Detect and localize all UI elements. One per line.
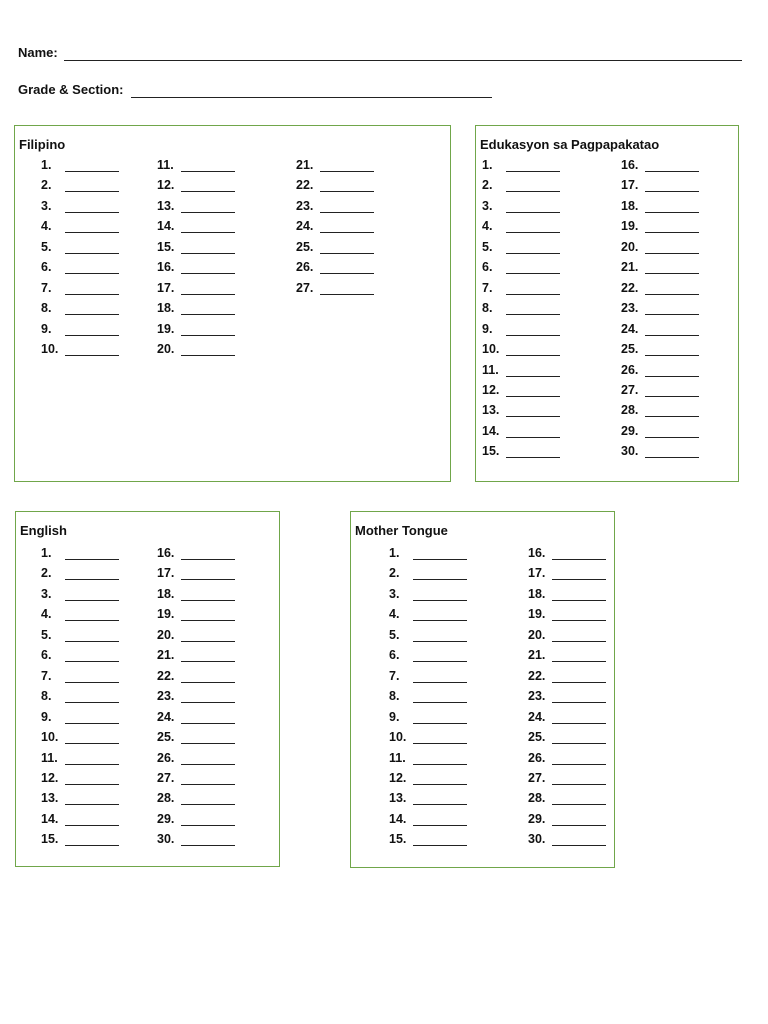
answer-blank[interactable] [181,253,235,254]
answer-blank[interactable] [65,702,119,703]
answer-blank[interactable] [552,559,606,560]
item-number: 19. [621,219,639,234]
answer-blank[interactable] [65,232,119,233]
answer-blank[interactable] [181,641,235,642]
answer-blank[interactable] [181,559,235,560]
item-number: 19. [157,607,175,622]
answer-blank[interactable] [413,641,467,642]
answer-blank[interactable] [413,723,467,724]
item-number: 10. [41,730,59,745]
answer-blank[interactable] [413,825,467,826]
item-number: 15. [157,239,175,254]
answer-blank[interactable] [506,191,560,192]
answer-blank[interactable] [181,579,235,580]
filipino-box [14,125,451,482]
answer-blank[interactable] [552,579,606,580]
item-number: 7. [389,668,400,683]
answer-blank[interactable] [181,620,235,621]
answer-blank[interactable] [645,457,699,458]
item-number: 4. [41,607,52,622]
item-number: 5. [389,627,400,642]
answer-blank[interactable] [506,232,560,233]
mother-tongue-box [350,511,615,868]
item-number: 20. [528,627,546,642]
item-number: 23. [528,689,546,704]
item-number: 25. [528,730,546,745]
item-number: 22. [296,178,314,193]
item-number: 1. [41,158,52,172]
item-number: 8. [482,301,493,316]
item-number: 12. [482,382,500,397]
answer-blank[interactable] [181,273,235,274]
item-number: 10. [41,342,59,357]
item-number: 4. [482,219,493,234]
item-number: 29. [621,423,639,438]
item-number: 1. [389,546,400,560]
item-number: 9. [41,321,52,336]
answer-blank[interactable] [65,825,119,826]
item-number: 6. [41,648,52,663]
item-number: 17. [528,566,546,581]
item-number: 21. [157,648,175,663]
item-number: 11. [482,362,499,377]
mother-tongue-title: Mother Tongue [355,523,448,538]
answer-blank[interactable] [320,212,374,213]
item-number: 1. [482,158,493,172]
item-number: 8. [389,689,400,704]
item-number: 26. [528,750,546,765]
item-number: 27. [528,770,546,785]
item-number: 5. [482,239,493,254]
item-number: 5. [41,627,52,642]
item-number: 25. [296,239,314,254]
answer-blank[interactable] [65,641,119,642]
item-number: 12. [41,770,59,785]
answer-blank[interactable] [552,600,606,601]
grade-section-field[interactable] [131,97,492,98]
answer-blank[interactable] [181,743,235,744]
item-number: 6. [482,260,493,275]
item-number: 8. [41,301,52,316]
item-number: 23. [157,689,175,704]
answer-blank[interactable] [552,845,606,846]
answer-blank[interactable] [65,784,119,785]
item-number: 24. [621,321,639,336]
answer-blank[interactable] [413,845,467,846]
item-number: 23. [621,301,639,316]
answer-blank[interactable] [506,437,560,438]
item-number: 7. [482,280,493,295]
answer-blank[interactable] [552,784,606,785]
item-number: 17. [621,178,639,193]
answer-blank[interactable] [552,743,606,744]
item-number: 21. [621,260,639,275]
answer-blank[interactable] [506,457,560,458]
item-number: 3. [482,198,493,213]
item-number: 13. [389,791,407,806]
item-number: 29. [157,811,175,826]
answer-blank[interactable] [320,191,374,192]
answer-blank[interactable] [645,232,699,233]
answer-blank[interactable] [506,314,560,315]
item-number: 28. [621,403,639,418]
answer-blank[interactable] [181,355,235,356]
item-number: 18. [157,301,175,316]
answer-blank[interactable] [181,212,235,213]
answer-blank[interactable] [181,845,235,846]
answer-blank[interactable] [506,273,560,274]
item-number: 2. [41,178,52,193]
item-number: 20. [621,239,639,254]
answer-blank[interactable] [645,253,699,254]
answer-blank[interactable] [181,314,235,315]
answer-blank[interactable] [506,335,560,336]
item-number: 9. [41,709,52,724]
answer-blank[interactable] [181,764,235,765]
answer-blank[interactable] [181,804,235,805]
answer-blank[interactable] [413,559,467,560]
item-number: 29. [528,811,546,826]
item-number: 19. [528,607,546,622]
answer-blank[interactable] [65,723,119,724]
item-number: 21. [296,158,314,172]
item-number: 15. [389,832,407,847]
answer-blank[interactable] [65,661,119,662]
item-number: 15. [41,832,59,847]
item-number: 16. [528,546,546,560]
answer-blank[interactable] [645,416,699,417]
item-number: 1. [41,546,52,560]
answer-blank[interactable] [413,682,467,683]
item-number: 2. [41,566,52,581]
answer-blank[interactable] [506,355,560,356]
item-number: 23. [296,198,314,213]
answer-blank[interactable] [320,253,374,254]
answer-blank[interactable] [65,273,119,274]
item-number: 27. [296,280,314,295]
answer-blank[interactable] [645,212,699,213]
answer-blank[interactable] [320,232,374,233]
item-number: 28. [528,791,546,806]
answer-blank[interactable] [552,804,606,805]
filipino-title: Filipino [19,137,66,152]
item-number: 20. [157,627,175,642]
item-number: 15. [482,444,500,459]
answer-blank[interactable] [181,723,235,724]
item-number: 14. [157,219,175,234]
answer-blank[interactable] [506,416,560,417]
answer-blank[interactable] [552,825,606,826]
answer-blank[interactable] [65,191,119,192]
item-number: 12. [157,178,175,193]
answer-blank[interactable] [320,294,374,295]
item-number: 9. [482,321,493,336]
item-number: 26. [157,750,175,765]
item-number: 24. [528,709,546,724]
item-number: 18. [621,198,639,213]
answer-blank[interactable] [181,294,235,295]
item-number: 24. [157,709,175,724]
item-number: 17. [157,566,175,581]
answer-blank[interactable] [645,314,699,315]
answer-blank[interactable] [65,212,119,213]
answer-blank[interactable] [506,376,560,377]
item-number: 17. [157,280,175,295]
esp-title: Edukasyon sa Pagpapakatao [480,137,660,152]
answer-blank[interactable] [413,804,467,805]
item-number: 27. [157,770,175,785]
answer-blank[interactable] [413,661,467,662]
answer-blank[interactable] [65,314,119,315]
item-number: 28. [157,791,175,806]
answer-blank[interactable] [506,212,560,213]
item-number: 12. [389,770,407,785]
answer-blank[interactable] [181,171,235,172]
answer-blank[interactable] [645,171,699,172]
item-number: 30. [621,444,639,459]
answer-blank[interactable] [181,825,235,826]
item-number: 11. [389,750,406,765]
item-number: 4. [41,219,52,234]
item-number: 13. [41,791,59,806]
item-number: 14. [482,423,500,438]
grade-section-label: Grade & Section: [18,82,124,97]
answer-blank[interactable] [65,682,119,683]
answer-blank[interactable] [181,600,235,601]
answer-blank[interactable] [65,743,119,744]
answer-blank[interactable] [552,682,606,683]
item-number: 26. [621,362,639,377]
answer-blank[interactable] [645,376,699,377]
item-number: 6. [41,260,52,275]
answer-blank[interactable] [645,294,699,295]
item-number: 11. [157,158,174,172]
answer-blank[interactable] [552,723,606,724]
item-number: 4. [389,607,400,622]
answer-blank[interactable] [65,335,119,336]
answer-blank[interactable] [506,294,560,295]
item-number: 8. [41,689,52,704]
item-number: 22. [621,280,639,295]
item-number: 20. [157,342,175,357]
item-number: 5. [41,239,52,254]
answer-blank[interactable] [181,232,235,233]
answer-blank[interactable] [506,253,560,254]
item-number: 14. [389,811,407,826]
item-number: 19. [157,321,175,336]
answer-blank[interactable] [320,171,374,172]
answer-blank[interactable] [181,784,235,785]
answer-blank[interactable] [552,702,606,703]
item-number: 10. [482,342,500,357]
answer-blank[interactable] [181,682,235,683]
answer-blank[interactable] [320,273,374,274]
item-number: 6. [389,648,400,663]
answer-blank[interactable] [65,559,119,560]
answer-blank[interactable] [65,620,119,621]
answer-blank[interactable] [413,600,467,601]
item-number: 18. [157,586,175,601]
answer-blank[interactable] [645,273,699,274]
answer-blank[interactable] [413,764,467,765]
item-number: 22. [528,668,546,683]
answer-blank[interactable] [181,661,235,662]
item-number: 16. [157,260,175,275]
answer-blank[interactable] [65,804,119,805]
answer-blank[interactable] [413,784,467,785]
answer-blank[interactable] [552,764,606,765]
item-number: 3. [389,586,400,601]
item-number: 3. [41,198,52,213]
answer-blank[interactable] [552,641,606,642]
answer-blank[interactable] [506,171,560,172]
item-number: 22. [157,668,175,683]
item-number: 2. [482,178,493,193]
answer-blank[interactable] [65,579,119,580]
item-number: 30. [528,832,546,847]
answer-blank[interactable] [645,335,699,336]
name-label: Name: [18,45,58,60]
item-number: 7. [41,280,52,295]
answer-blank[interactable] [413,743,467,744]
item-number: 13. [157,198,175,213]
item-number: 18. [528,586,546,601]
item-number: 24. [296,219,314,234]
name-field[interactable] [64,60,742,61]
answer-blank[interactable] [65,764,119,765]
answer-blank[interactable] [65,355,119,356]
answer-blank[interactable] [645,396,699,397]
answer-blank[interactable] [65,171,119,172]
answer-blank[interactable] [506,396,560,397]
item-number: 2. [389,566,400,581]
esp-box [475,125,739,482]
answer-blank[interactable] [552,620,606,621]
english-title: English [20,523,67,538]
item-number: 30. [157,832,175,847]
answer-blank[interactable] [645,355,699,356]
answer-blank[interactable] [65,845,119,846]
item-number: 26. [296,260,314,275]
answer-blank[interactable] [413,702,467,703]
answer-blank[interactable] [645,437,699,438]
answer-blank[interactable] [181,702,235,703]
answer-blank[interactable] [65,294,119,295]
item-number: 3. [41,586,52,601]
answer-blank[interactable] [645,191,699,192]
answer-blank[interactable] [181,191,235,192]
answer-blank[interactable] [65,600,119,601]
item-number: 11. [41,750,58,765]
item-number: 25. [157,730,175,745]
item-number: 13. [482,403,500,418]
item-number: 16. [157,546,175,560]
answer-blank[interactable] [65,253,119,254]
item-number: 10. [389,730,407,745]
answer-blank[interactable] [413,620,467,621]
item-number: 16. [621,158,639,172]
english-box [15,511,280,867]
answer-blank[interactable] [181,335,235,336]
item-number: 7. [41,668,52,683]
answer-blank[interactable] [552,661,606,662]
answer-blank[interactable] [413,579,467,580]
item-number: 27. [621,382,639,397]
item-number: 9. [389,709,400,724]
item-number: 21. [528,648,546,663]
item-number: 14. [41,811,59,826]
item-number: 25. [621,342,639,357]
